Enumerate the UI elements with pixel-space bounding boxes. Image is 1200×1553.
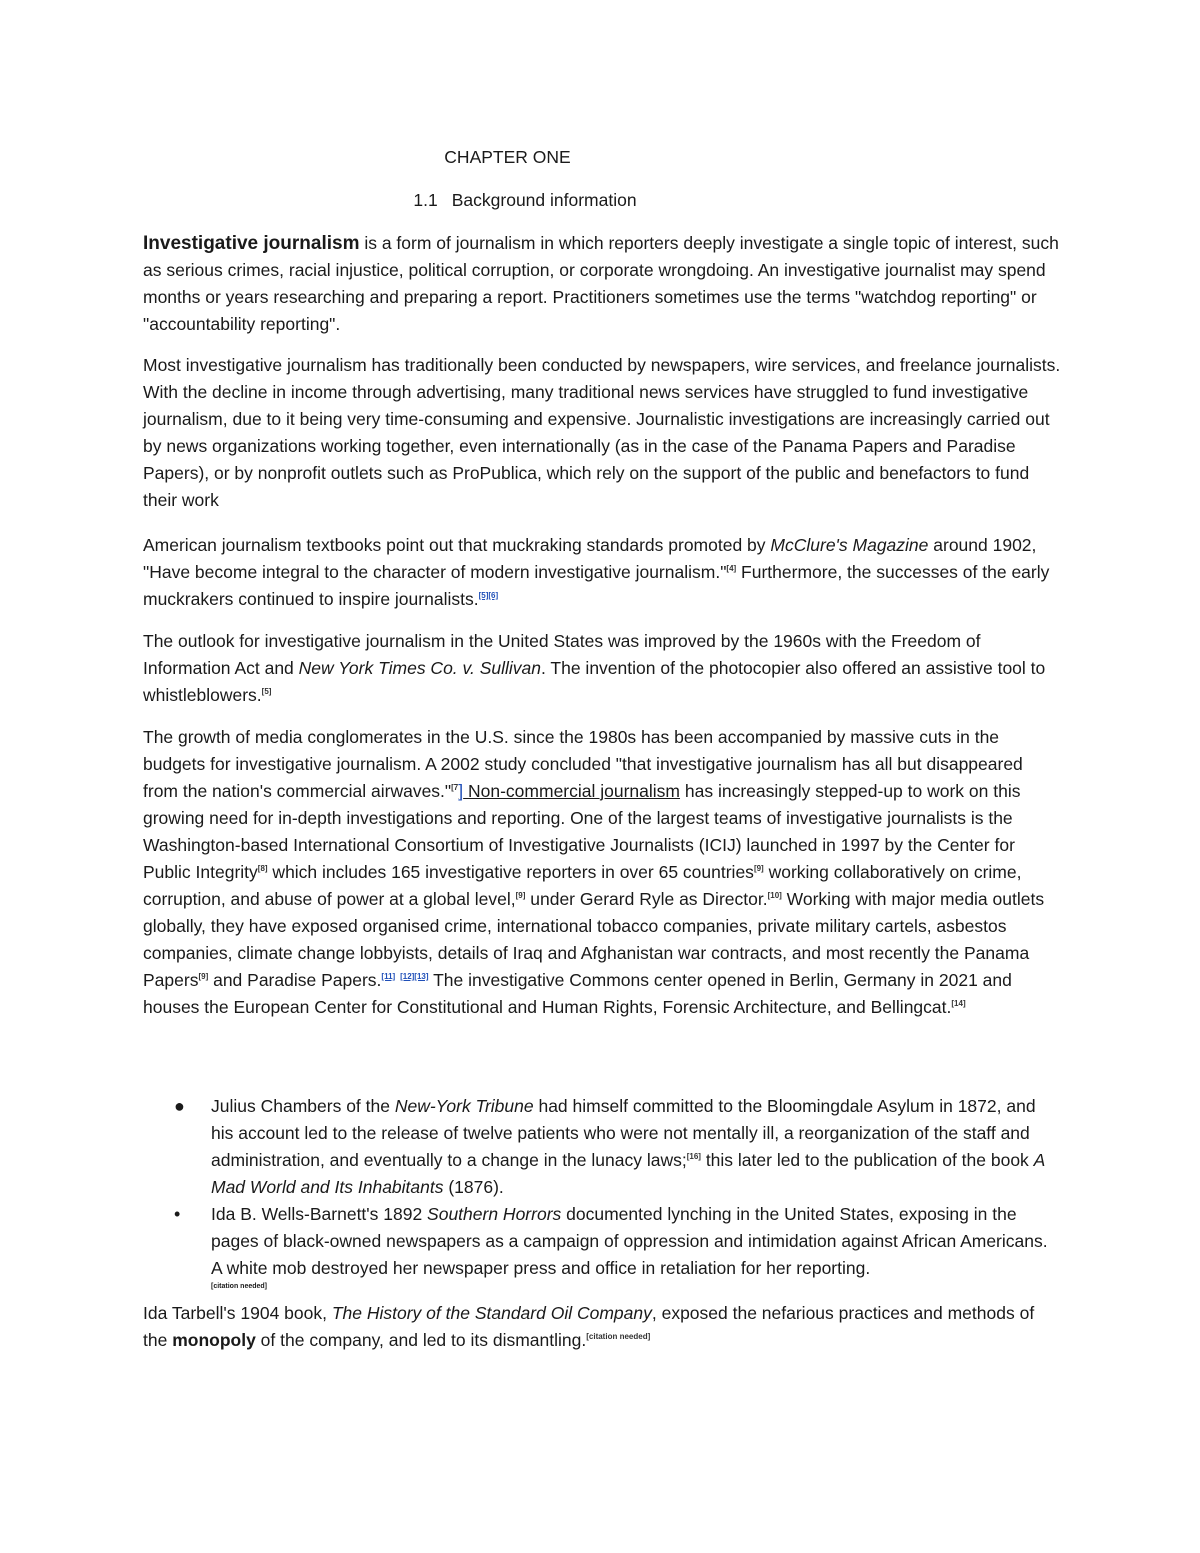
text-segment: , exposed the nefarious practices and methods of the [143, 1303, 1035, 1350]
text-segment: has increasingly stepped-up to work on this growing need for in-depth investigations and reporting. One of the largest teams of investigative journalists is the Washington-based International Consortium of Investigative Journalists (ICIJ) launched in 1997 by the Center for Public Integrity [143, 781, 1021, 882]
paragraph-definition [143, 230, 1061, 338]
text-segment: around 1902, "Have become integral to the character of modern investigative journalism." [143, 535, 1037, 582]
citation-ref[interactable]: [4] [726, 564, 737, 574]
paragraph-history [143, 352, 1061, 514]
newspaper-title: New-York Tribune [394, 1096, 534, 1116]
examples-list [170, 1093, 1060, 1292]
citation-ref[interactable]: [8] [257, 864, 268, 874]
bold-term: monopoly [172, 1330, 256, 1350]
text-segment: of the company, and led to its dismantling. [255, 1330, 587, 1350]
citation-ref[interactable]: [9] [198, 972, 209, 982]
bullet-icon: ● [174, 1096, 185, 1116]
section-heading [0, 187, 1050, 214]
paragraph-media-growth [143, 724, 1061, 1021]
text-segment: Working with major media outlets globally, they have exposed organised crime, international tobacco companies, private military cartels, asbestos companies, climate change lobbyists, details of Iraq and Afghanistan war contracts, and most recently the Panama Papers [143, 889, 1045, 990]
paragraph-muckraking [143, 532, 1061, 613]
citation-link[interactable]: [5][6] [478, 591, 499, 601]
text-segment: (1876). [443, 1177, 504, 1197]
text-segment: working collaboratively on crime, corruption, and abuse of power at a global level, [143, 862, 1022, 909]
text-segment: under Gerard Ryle as Director. [525, 889, 768, 909]
bullet-icon: • [174, 1204, 181, 1224]
text-segment: . The invention of the photocopier also offered an assistive tool to whistleblowers. [143, 658, 1046, 705]
text-segment: which includes 165 investigative reporters in over 65 countries [267, 862, 754, 882]
citation-needed-note[interactable]: [citation needed] [211, 1283, 268, 1290]
list-item [170, 1093, 1060, 1201]
book-title: A Mad World and Its Inhabitants [211, 1150, 1045, 1197]
text-segment: American journalism textbooks point out that muckraking standards promoted by [143, 535, 771, 555]
paragraph-tarbell [143, 1300, 1061, 1354]
book-title: The History of the Standard Oil Company [331, 1303, 652, 1323]
text-segment: Ida Tarbell's 1904 book, [143, 1303, 332, 1323]
text-segment: had himself committed to the Bloomingdale Asylum in 1872, and his account led to the release of twelve patients who were not mentally ill, a reorganization of the staff and administration, and eventually to a change in the lunacy laws; [211, 1096, 1036, 1170]
citation-ref[interactable]: [10] [767, 891, 782, 901]
non-commercial-journalism-link[interactable] [458, 781, 680, 801]
chapter-heading: CHAPTER ONE [444, 147, 571, 167]
paragraph-text: Most investigative journalism has traditionally been conducted by newspapers, wire services, and freelance journalists. With the decline in income through advertising, many traditional news services have struggled to fund investigative journalism, due to it being very time-consuming and expensive. Journalistic investigations are increasingly carried out by news organizations working together, even internationally (as in the case of the Panama Papers and Paradise Papers), or by nonprofit outlets such as ProPublica, which rely on the support of the public and benefactors to fund their work [143, 355, 1061, 510]
citation-ref[interactable]: [9] [515, 891, 526, 901]
text-segment: this later led to the publication of the book [700, 1150, 1034, 1170]
citation-ref[interactable]: [14] [951, 999, 966, 1009]
citation-ref[interactable]: [16] [686, 1152, 701, 1162]
link-bracket: ] [458, 781, 464, 801]
text-segment: The growth of media conglomerates in the U.S. since the 1980s has been accompanied by massive cuts in the budgets for investigative journalism. A 2002 study concluded "that investigative journalism has all but disappeared from the nation's commercial airwaves." [143, 727, 1023, 801]
text-segment: and Paradise Papers. [208, 970, 382, 990]
lead-term: Investigative journalism [143, 233, 360, 254]
citation-needed-note[interactable]: [citation needed] [586, 1332, 651, 1342]
text-segment: Furthermore, the successes of the early muckrakers continued to inspire journalists. [143, 562, 1050, 609]
link-text: Non-commercial journalism [463, 781, 681, 801]
paragraph-text: is a form of journalism in which reporters deeply investigate a single topic of interest, such as serious crimes, racial injustice, political corruption, or corporate wrongdoing. An investigative journalist may spend months or years researching and preparing a report. Practitioners sometimes use the terms "watchdog reporting" or "accountability reporting". [143, 233, 1059, 334]
citation-ref[interactable]: [7 [451, 783, 459, 793]
text-segment: The investigative Commons center opened in Berlin, Germany in 2021 and houses the European Center for Constitutional and Human Rights, Forensic Architecture, and Bellingcat. [143, 970, 1012, 1017]
section-title: Background information [451, 190, 637, 210]
list-item [170, 1201, 1060, 1292]
text-segment: Julius Chambers of the [211, 1096, 395, 1116]
work-title: Southern Horrors [427, 1204, 562, 1224]
section-number: 1.1 [413, 190, 438, 210]
text-segment: The outlook for investigative journalism in the United States was improved by the 1960s with the Freedom of Information Act and [143, 631, 981, 678]
text-segment: documented lynching in the United States, exposing in the pages of black-owned newspapers as a campaign of oppression and intimidation against African Americans. A white mob destroyed her newspaper press and office in retaliation for her reporting. [211, 1204, 1048, 1278]
paragraph-outlook [143, 628, 1061, 709]
citation-link[interactable]: [12][13] [400, 972, 429, 982]
citation-ref[interactable]: [9] [753, 864, 764, 874]
case-title: New York Times Co. v. Sullivan [298, 658, 541, 678]
citation-link[interactable]: [11] [381, 972, 396, 982]
magazine-title: McClure's Magazine [770, 535, 929, 555]
citation-ref[interactable]: [5] [261, 687, 272, 697]
text-segment: Ida B. Wells-Barnett's 1892 [211, 1204, 428, 1224]
